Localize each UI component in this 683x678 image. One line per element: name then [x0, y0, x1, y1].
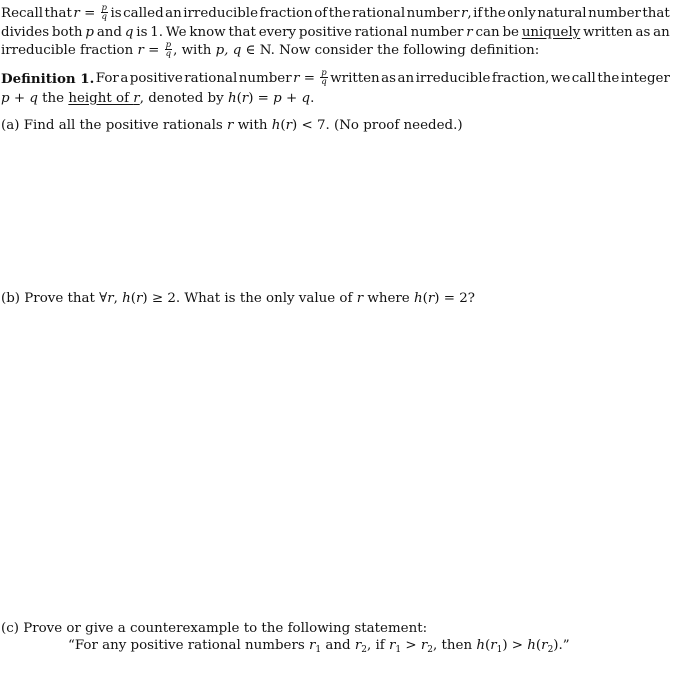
definition-line-2: p + q the height of r, denoted by h(r) = p + q.	[1, 91, 315, 106]
part-b-question: (b) Prove that ∀r, h(r) ≥ 2. What is the only value of r where h(r) = 2?	[1, 291, 475, 306]
definition-line-1: Definition 1. For a positive rational number r = $\frac{p}{q}$ written as an irreducible fraction, we call the integer	[1, 68, 670, 87]
part-a-question: (a) Find all the positive rationals r with h(r) < 7. (No proof needed.)	[1, 118, 463, 133]
intro-line-1: Recall that r = $\frac{p}{q}$ is called an irreducible fraction of the rational number r, if the only natural number that	[1, 3, 670, 22]
definition-label: Definition 1.	[1, 71, 95, 87]
part-c-statement: “For any positive rational numbers $r_1$ and $r_2$, if $r_1 > r_2$, then $h(r_1) > h(r_2)$.”	[68, 638, 570, 655]
intro-line-2: divides both p and q is 1. We know that every positive rational number r can be uniquely written as an	[1, 25, 670, 40]
part-c-question: (c) Prove or give a counterexample to the following statement:	[1, 621, 428, 636]
intro-line-3: irreducible fraction r = $\frac{p}{q}$ , with p, q ∈ N. Now consider the following definition:	[1, 40, 540, 59]
